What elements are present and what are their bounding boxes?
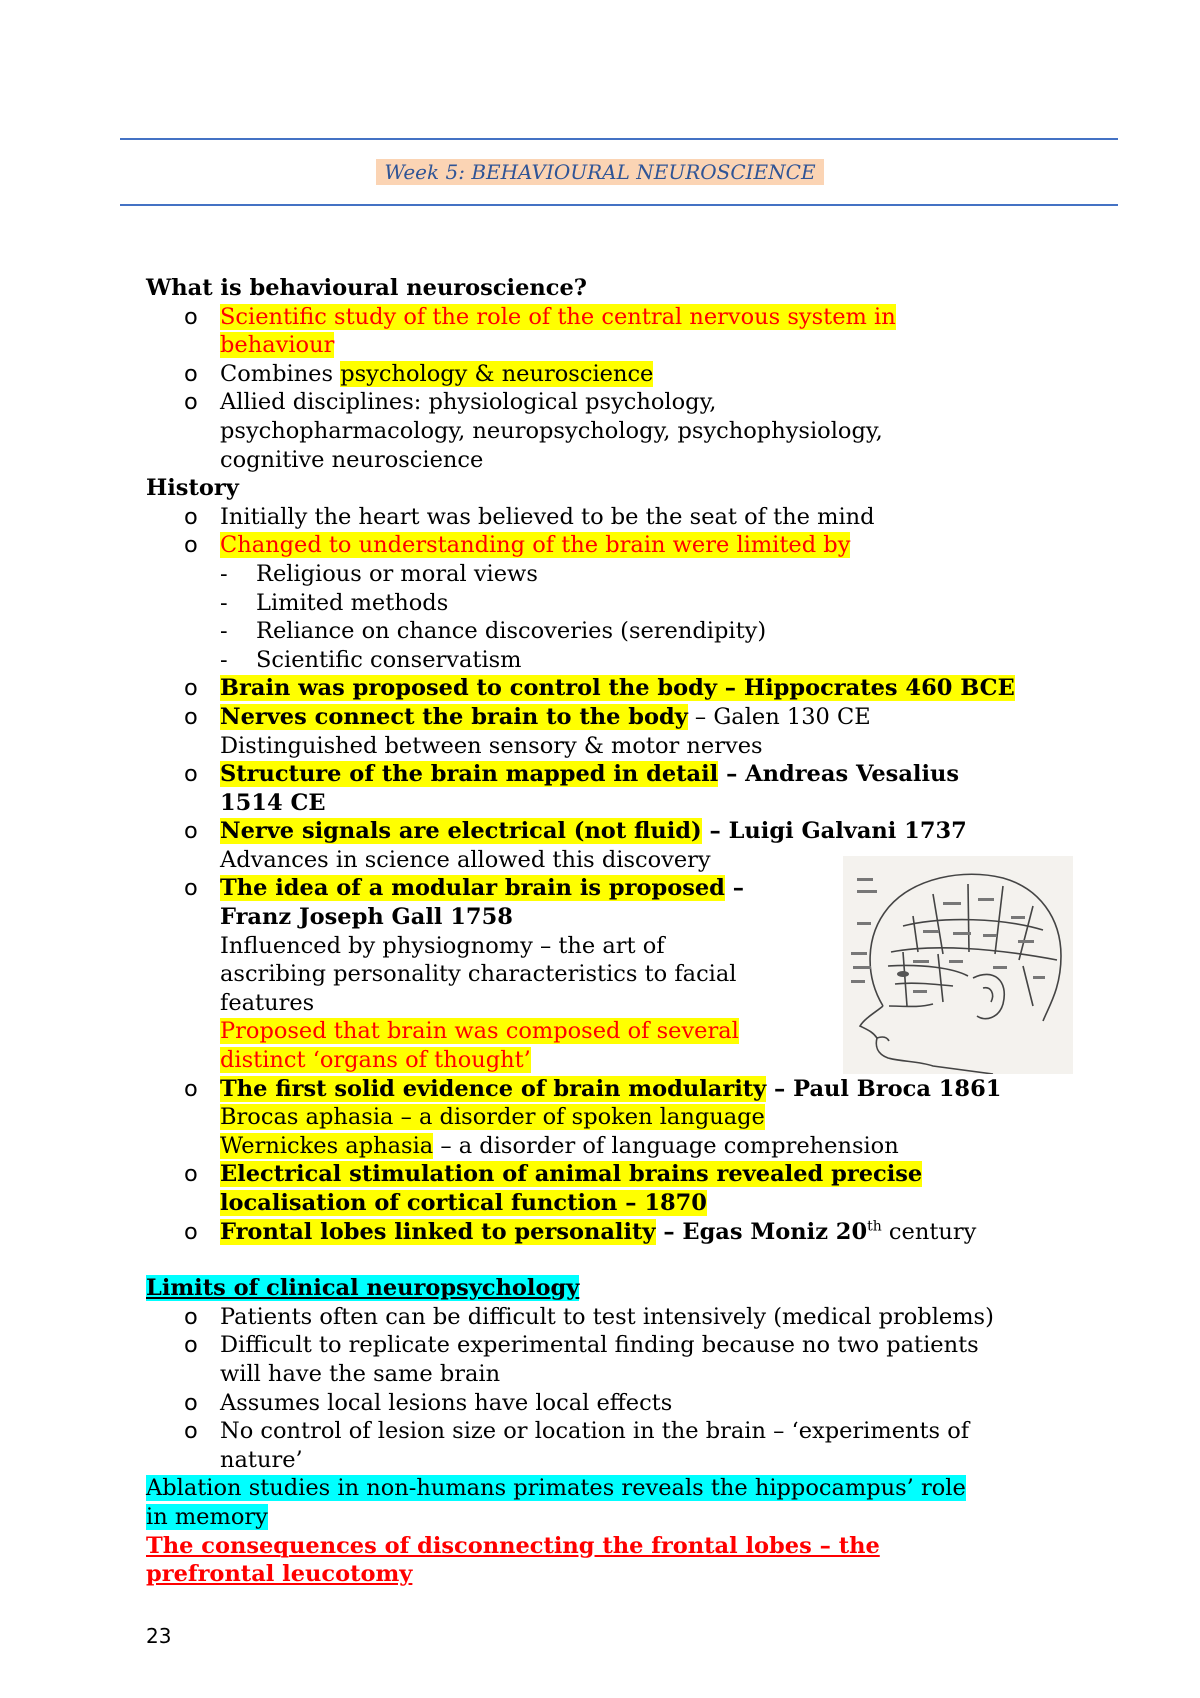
list-item: o Electrical stimulation of animal brains revealed precise [184,1161,923,1188]
list-item: o Structure of the brain mapped in detail – Andreas Vesalius [184,761,960,788]
list-item-continuation: Wernickes aphasia – a disorder of language comprehension [220,1132,899,1159]
list-item: o The first solid evidence of brain modularity – Paul Broca 1861 [184,1075,1002,1102]
list-item: o Frontal lobes linked to personality – Egas Moniz 20th century [184,1218,977,1245]
section-heading-history: History [146,475,239,502]
page-title-text: Week 5: BEHAVIOURAL NEUROSCIENCE [376,159,823,185]
list-item: o Assumes local lesions have local effects [184,1389,673,1416]
spacer [146,1246,1066,1274]
dash-item: - Reliance on chance discoveries (serendipity) [220,618,767,645]
list-item-continuation: localisation of cortical function – 1870 [220,1190,707,1216]
list-item: o Difficult to replicate experimental finding because no two patients [184,1332,979,1359]
list-item-continuation: Distinguished between sensory & motor nerves [220,732,763,759]
list-item-continuation: psychopharmacology, neuropsychology, psychophysiology, [220,417,883,444]
dash-item: - Limited methods [220,589,449,616]
subheading-consequences-continuation: prefrontal leucotomy [146,1561,413,1588]
list-item-continuation: will have the same brain [220,1360,501,1387]
list-item: o Changed to understanding of the brain were limited by [184,532,851,559]
list-item-continuation: cognitive neuroscience [220,446,484,473]
phrenology-head-drawing [843,856,1073,1074]
subheading-consequences: The consequences of disconnecting the frontal lobes – the [146,1532,880,1559]
section-heading-what-is: What is behavioural neuroscience? [146,275,587,301]
list-item-continuation: nature’ [220,1446,303,1473]
list-item: o Combines psychology & neuroscience [184,360,654,387]
list-item: o Patients often can be difficult to test intensively (medical problems) [184,1303,994,1330]
ablation-note-continuation: in memory [146,1503,268,1530]
list-item: o No control of lesion size or location in the brain – ‘experiments of [184,1418,970,1445]
list-item: o The idea of a modular brain is proposed – [184,875,745,902]
phrenology-head-illustration [843,856,1073,1074]
list-item-continuation: distinct ‘organs of thought’ [220,1047,531,1074]
list-item-continuation: Influenced by physiognomy – the art of [220,932,665,959]
list-item-continuation: Franz Joseph Gall 1758 [220,904,513,931]
section-heading-limits: Limits of clinical neuropsychology [146,1275,580,1302]
list-item-continuation: Proposed that brain was composed of several [220,1018,739,1045]
dash-item: - Scientific conservatism [220,646,522,673]
list-item: o Scientific study of the role of the central nervous system in [184,303,896,330]
list-item-continuation: features [220,989,315,1016]
list-item-continuation: Brocas aphasia – a disorder of spoken language [220,1104,765,1131]
header-rule-top [120,138,1118,140]
list-item-continuation: behaviour [220,332,335,359]
list-item-continuation: 1514 CE [220,789,326,816]
list-item: o Brain was proposed to control the body – Hippocrates 460 BCE [184,675,1015,702]
header-rule-bottom [120,204,1118,206]
list-item-continuation: ascribing personality characteristics to facial [220,961,737,988]
page-title [0,160,1200,184]
ablation-note: Ablation studies in non-humans primates reveals the hippocampus’ role [146,1475,966,1502]
list-item: o Nerves connect the brain to the body – Galen 130 CE [184,703,871,730]
list-item-continuation: Advances in science allowed this discovery [220,846,711,873]
dash-item: - Religious or moral views [220,560,538,587]
list-item: o Allied disciplines: physiological psychology, [184,389,717,416]
list-item: o Nerve signals are electrical (not fluid) – Luigi Galvani 1737 [184,818,967,845]
page-number: 23 [146,1624,172,1648]
list-item: o Initially the heart was believed to be the seat of the mind [184,503,875,530]
